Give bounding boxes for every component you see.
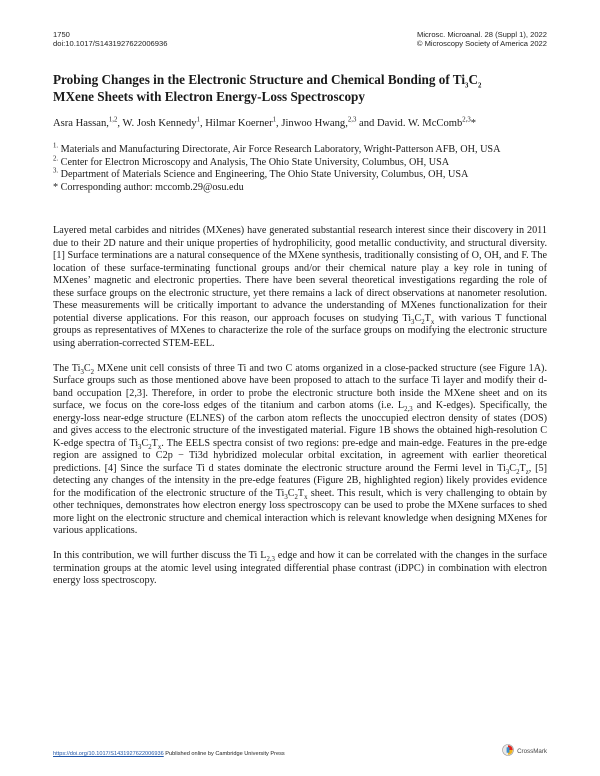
doi-link[interactable]: https://doi.org/10.1017/S1431927622006936 xyxy=(53,751,164,757)
paper-title: Probing Changes in the Electronic Structure and Chemical Bonding of $Ti_3C_2$ MXene Sheets with Electron Energy-Loss Spectroscopy xyxy=(53,72,482,104)
paragraph-intro: Layered metal carbides and nitrides (MXenes) have generated substantial research interest since their discovery in 2011 due to their 2D nature and their unique properties of hydrophilicity, good metallic conductivity, and structural diversity. [1] Surface terminations are a natural consequence of the MXene synthesis, traditionally consisting of O, OH, and F. The location of these surface-terminating functional groups and/or their chemical nature play a key role in tuning of MXenes’ magnetic and electronic properties. There have been several theoretical investigations regarding the role of these surface groups on the electronic structure, yet there remains a lack of direct observations at nanometer resolution. These measurements will be critically important to advance the understanding of MXenes functionalization for their potential diverse applications. For this reason, our approach focuses on studying $Ti_3C_2T_x$ with various T functional groups as representatives of MXenes to characterize the role of the surface groups on modifying the electronic structure using aberration-corrected STEM-EEL. xyxy=(53,225,547,349)
affiliation: $^{2.}$ Center for Electron Microscopy and Analysis, The Ohio State University, Columbus, OH, USA xyxy=(53,155,450,168)
paragraph-conclusion: In this contribution, we will further discuss the Ti $L_{2,3}$ edge and how it can be correlated with the changes in the surface termination groups at the atomic level using integrated differential phase contrast (iDPC) in combination with electron energy loss spectroscopy. xyxy=(53,550,548,586)
article-body xyxy=(53,225,547,600)
corresponding-author: * Corresponding author: mccomb.29@osu.edu xyxy=(53,181,244,193)
author-list xyxy=(53,117,547,130)
page-footer xyxy=(53,751,285,757)
author: David. W. McComb$^{2,3}$* xyxy=(376,116,477,129)
article-doi: doi:10.1017/S1431927622006936 xyxy=(53,39,168,49)
crossmark-badge[interactable] xyxy=(502,744,547,758)
page-number: 1750 xyxy=(53,30,70,39)
journal-citation: Microsc. Microanal. 28 (Suppl 1), 2022 xyxy=(417,30,547,39)
crossmark-label: CrossMark xyxy=(517,747,547,755)
publisher-note: Published online by Cambridge University Press xyxy=(163,751,285,757)
author: Asra Hassan,$^{1,2}$, xyxy=(53,116,123,129)
author: W. Josh Kennedy$^1$, xyxy=(122,116,206,129)
affiliations xyxy=(53,144,547,194)
author: Hilmar Koerner$^1$, xyxy=(205,116,282,129)
affiliation: $^{3.}$ Department of Materials Science and Engineering, The Ohio State University, Columbus, OH, USA xyxy=(53,167,469,181)
running-header-left xyxy=(53,30,167,49)
crossmark-icon xyxy=(502,744,514,758)
affiliation: $^{1.}$ Materials and Manufacturing Directorate, Air Force Research Laboratory, Wright-Patterson AFB, OH, USA xyxy=(53,142,501,155)
running-header-right xyxy=(417,30,547,49)
author: Jinwoo Hwang,$^{2,3}$ and xyxy=(281,116,377,129)
paragraph-results: The $Ti_3C_2$ MXene unit cell consists of three Ti and two C atoms organized in a close-packed structure (see Figure 1A). Surface groups such as those mentioned above have been proposed to attach to the surface Ti layer and modify their d-band occupation [2,3]. Therefore, in order to probe the electronic structure both inside the MXene sheet and on its surface, we focus on the core-loss edges of the titanium and carbon atoms (i.e. $L_{2,3}$ and K-edges). Specifically, the energy-loss near-edge structure (ELNES) of the carbon atom reflects the unoccupied electron density of states (DOS) and gives access to the electronic structure of the investigated material. Figure 1B shows the obtained high-resolution C K-edge spectra of $Ti_3C_2T_x$. The EELS spectra consist of two regions: pre-edge and main-edge. Features in the pre-edge region are assigned to C2p − Ti3d hybridized molecular orbital excitation, in agreement with earlier theoretical predictions. [4] Since the surface Ti d states dominate the electronic structure around the Fermi level in $Ti_3C_2T_z$, [5] detecting any changes of the intensity in the pre-edge features (Figure 2B, highlighted region) likely provides evidence for the modification of the electronic structure of the $Ti_3C_2T_x$ sheet. This result, which is very challenging to obtain by other techniques, demonstrates how electron energy loss spectroscopy can be used to probe the MXene surfaces to shed more light on the electronic structure and chemical interaction which is relevant knowledge when designing MXenes for various applications. xyxy=(53,362,547,536)
copyright-notice: © Microscopy Society of America 2022 xyxy=(416,39,547,49)
